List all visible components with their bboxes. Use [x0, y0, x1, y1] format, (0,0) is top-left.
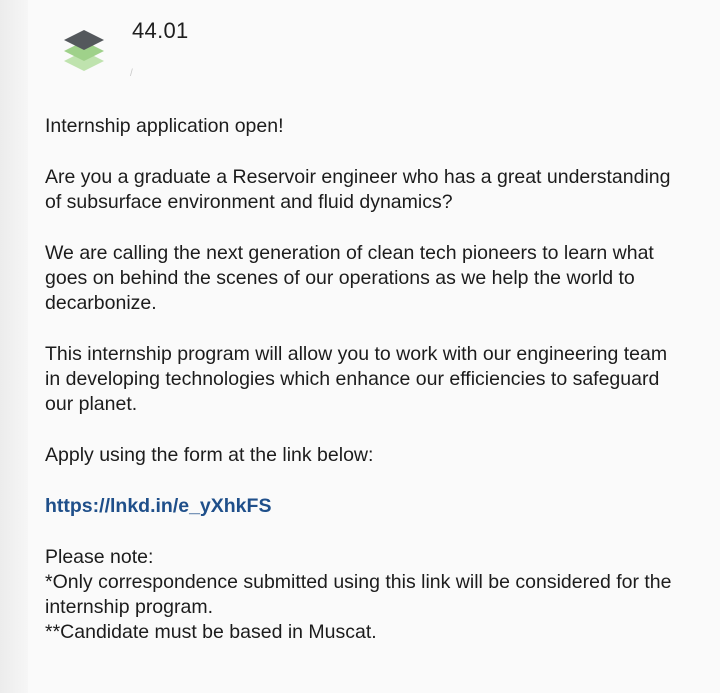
- application-link-paragraph: [45, 494, 685, 519]
- post-card: [28, 0, 720, 693]
- note-2: **Candidate must be based in Muscat.: [45, 621, 377, 643]
- note-heading: Please note:: [45, 546, 154, 568]
- post-question: Are you a graduate a Reservoir engineer who has a great understanding of subsurface environment and fluid dynamics?: [45, 166, 671, 213]
- logo-layer-top: [64, 30, 104, 50]
- left-edge: [0, 0, 28, 693]
- post-calling: We are calling the next generation of clean tech pioneers to learn what goes on behind the scenes of our operations as we help the world to decarbonize.: [45, 242, 654, 314]
- post-heading: Internship application open!: [45, 115, 284, 137]
- application-link[interactable]: https://lnkd.in/e_yXhkFS: [45, 495, 272, 517]
- layers-logo-icon: [62, 26, 106, 78]
- post-body: [45, 114, 685, 645]
- note-1: *Only correspondence submitted using this link will be considered for the internship program.: [45, 571, 672, 618]
- account-title: 44.01: [132, 18, 189, 43]
- post-program: This internship program will allow you to work with our engineering team in developing technologies which enhance our efficiencies to safeguard our planet.: [45, 343, 668, 415]
- faint-mark: /: [130, 68, 133, 79]
- post-apply: Apply using the form at the link below:: [45, 444, 374, 466]
